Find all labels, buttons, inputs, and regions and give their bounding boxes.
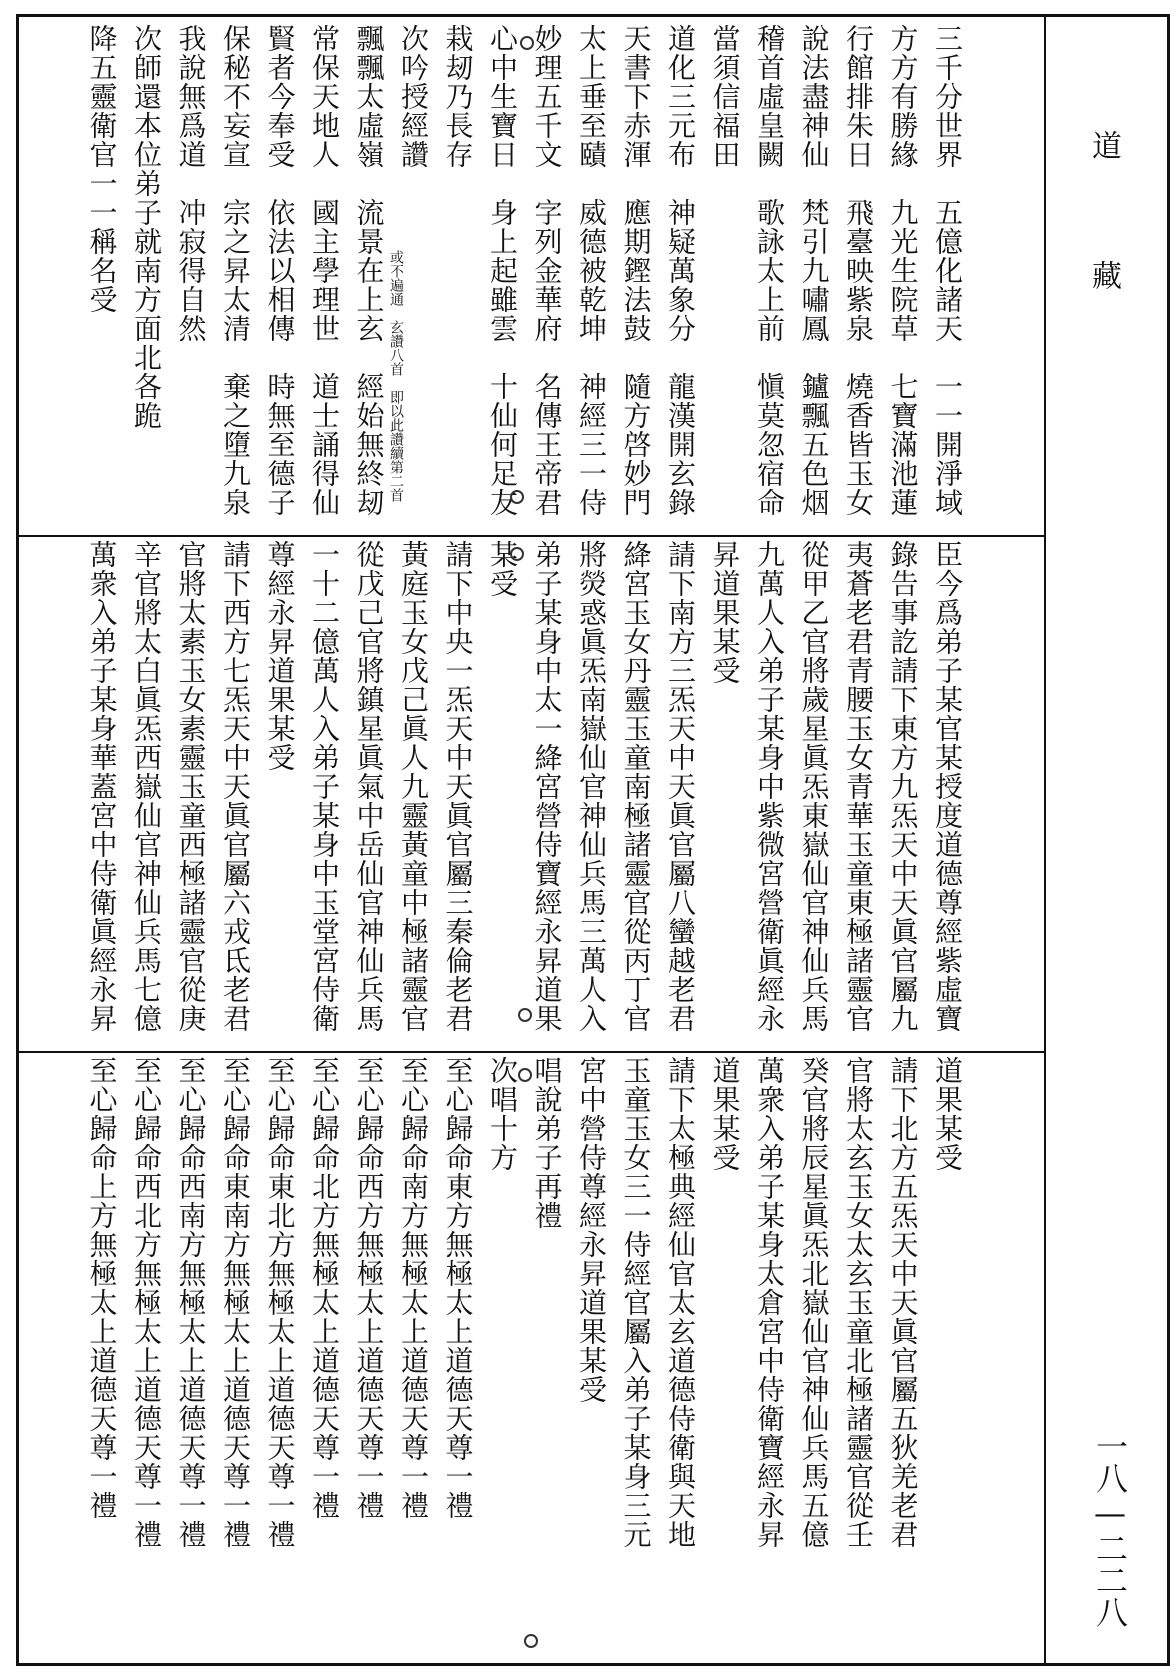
margin-title-dao: 道 (1086, 130, 1121, 160)
section3-column: 官將太玄玉女太玄玉童北極諸靈官從壬 (842, 1056, 875, 1549)
section2-column: 尊經永昇道果某受 (263, 540, 297, 772)
section2-column: 九萬人入弟子某身中紫微宮營衛眞經永 (753, 540, 786, 1033)
margin-page-number: 一八—二二八 (1091, 1430, 1129, 1628)
section2-column: 請下中央一炁天中天眞官屬三秦倫老君 (441, 540, 475, 1033)
section1-column: 心中生寶日 身上起雖雲 十仙何足友 (486, 24, 519, 517)
section1-column: 稽首虛皇闕 歌詠太上前 愼莫忽宿命 (753, 24, 786, 517)
section1-column: 降五靈衛官一一稱名受 (85, 24, 119, 314)
section1-note: 或不遍通 玄讚八首 即以此讚續第二首 (388, 250, 404, 502)
section1-column: 飄飄太虛嶺 流景在上玄 經始無終刼 (352, 24, 386, 517)
section2-column: 官將太素玉女素靈玉童西極諸靈官從庚 (174, 540, 208, 1033)
section3-column: 玉童玉女三一侍經官屬入弟子某身三元 (619, 1056, 653, 1549)
circle-mark (520, 36, 534, 50)
section2-column: 錄告事訖請下東方九炁天中天眞官屬九 (886, 540, 920, 1033)
section1-column: 天書下赤渾 應期鏗法鼓 隨方啓妙門 (619, 24, 653, 517)
section2-column: 請下南方三炁天中天眞官屬八蠻越老君 (664, 540, 697, 1033)
section3-column: 至心歸命東北方無極太上道德天尊一禮 (263, 1056, 297, 1549)
section3-column: 至心歸命西方無極太上道德天尊一禮 (352, 1056, 386, 1520)
section1-column: 栽刼乃長存 (441, 24, 475, 169)
section2-column: 夷蒼老君青腰玉女青華玉童東極諸靈官 (842, 540, 875, 1033)
section-divider-2 (19, 1051, 1044, 1053)
section1-column: 常保天地人 國主學理世 道士誦得仙 (308, 24, 341, 517)
section3-column: 癸官將辰星眞炁北嶽仙官神仙兵馬五億 (797, 1056, 831, 1549)
section3-column: 至心歸命東南方無極太上道德天尊一禮 (219, 1056, 252, 1549)
section3-column: 道果某受 (931, 1056, 964, 1172)
section2-column: 某受 (486, 540, 519, 598)
section1-column: 次吟授經讚 (397, 24, 430, 169)
section1-column: 保秘不妄宣 宗之昇太清 棄之墮九泉 (219, 24, 252, 517)
section1-column: 我說無爲道 冲寂得自然 (174, 24, 208, 343)
margin-title-zang: 藏 (1086, 260, 1121, 290)
section3-column: 至心歸命東方無極太上道德天尊一禮 (441, 1056, 475, 1520)
section1-column: 賢者今奉受 依法以相傳 時無至德子 (263, 24, 297, 517)
section2-column: 萬衆入弟子某身華蓋宮中侍衛眞經永昇 (85, 540, 119, 1033)
section3-column: 至心歸命南方無極太上道德天尊一禮 (397, 1056, 430, 1520)
circle-mark (524, 1634, 538, 1648)
section1-column: 說法盡神仙 梵引九嘯鳳 鑪飄五色烟 (797, 24, 831, 517)
section1-column: 三千分世界 五億化諸天 一一開淨域 (931, 24, 964, 517)
section2-column: 黃庭玉女戊己眞人九靈黃童中極諸靈官 (397, 540, 430, 1033)
section2-column: 臣今爲弟子某官某授度道德尊經紫虛寶 (931, 540, 964, 1033)
section3-column: 請下太極典經仙官太玄道德侍衛與天地 (664, 1056, 697, 1549)
section3-column: 至心歸命北方無極太上道德天尊一禮 (308, 1056, 341, 1520)
section2-column: 從甲乙官將歲星眞炁東嶽仙官神仙兵馬 (797, 540, 831, 1033)
section1-column: 行館排朱日 飛臺映紫泉 燒香皆玉女 (842, 24, 875, 517)
section2-column: 辛官將太白眞炁西嶽仙官神仙兵馬七億 (130, 540, 163, 1033)
section2-column: 一十二億萬人入弟子某身中玉堂宮侍衛 (308, 540, 341, 1033)
circle-mark (510, 490, 524, 504)
section3-column: 宮中營侍尊經永昇道果某受 (575, 1056, 608, 1404)
section3-column: 至心歸命西北方無極太上道德天尊一禮 (130, 1056, 163, 1549)
section1-column: 太上垂至賾 威德被乾坤 神經三一侍 (575, 24, 608, 517)
section1-column: 方方有勝緣 九光生院草 七寶滿池蓮 (886, 24, 920, 517)
section2-column: 昇道果某受 (708, 540, 742, 685)
section1-column: 當須信福田 (708, 24, 742, 169)
section3-column: 萬衆入弟子某身太倉宮中侍衛寶經永昇 (753, 1056, 786, 1549)
section2-column: 請下西方七炁天中天眞官屬六戎氐老君 (219, 540, 252, 1033)
circle-mark (518, 1008, 532, 1022)
right-margin-rule (1044, 17, 1046, 1663)
section3-column: 至心歸命西南方無極太上道德天尊一禮 (174, 1056, 208, 1549)
circle-mark (510, 547, 524, 561)
section3-column: 至心歸命上方無極太上道德天尊一禮 (85, 1056, 119, 1520)
section-divider-1 (19, 535, 1044, 537)
section2-column: 絳宮玉女丹靈玉童南極諸靈官從丙丁官 (619, 540, 653, 1033)
section3-column: 道果某受 (708, 1056, 742, 1172)
section3-column: 請下北方五炁天中天眞官屬五狄羌老君 (886, 1056, 920, 1549)
section1-column: 妙理五千文 字列金華府 名傳王帝君 (530, 24, 564, 517)
section3-column: 次唱十方 (486, 1056, 519, 1172)
section2-column: 將熒惑眞炁南嶽仙官神仙兵馬三萬人入 (575, 540, 608, 1033)
section2-column: 從戊己官將鎮星眞氣中岳仙官神仙兵馬 (352, 540, 386, 1033)
section3-column: 唱說弟子再禮 (530, 1056, 564, 1230)
section1-column: 次師還本位弟子就南方面北各跪 (130, 24, 163, 430)
circle-mark (518, 1068, 532, 1082)
section2-column: 弟子某身中太一絳宮營侍寶經永昇道果 (530, 540, 564, 1033)
section1-column: 道化三元布 神疑萬象分 龍漢開玄錄 (664, 24, 697, 517)
